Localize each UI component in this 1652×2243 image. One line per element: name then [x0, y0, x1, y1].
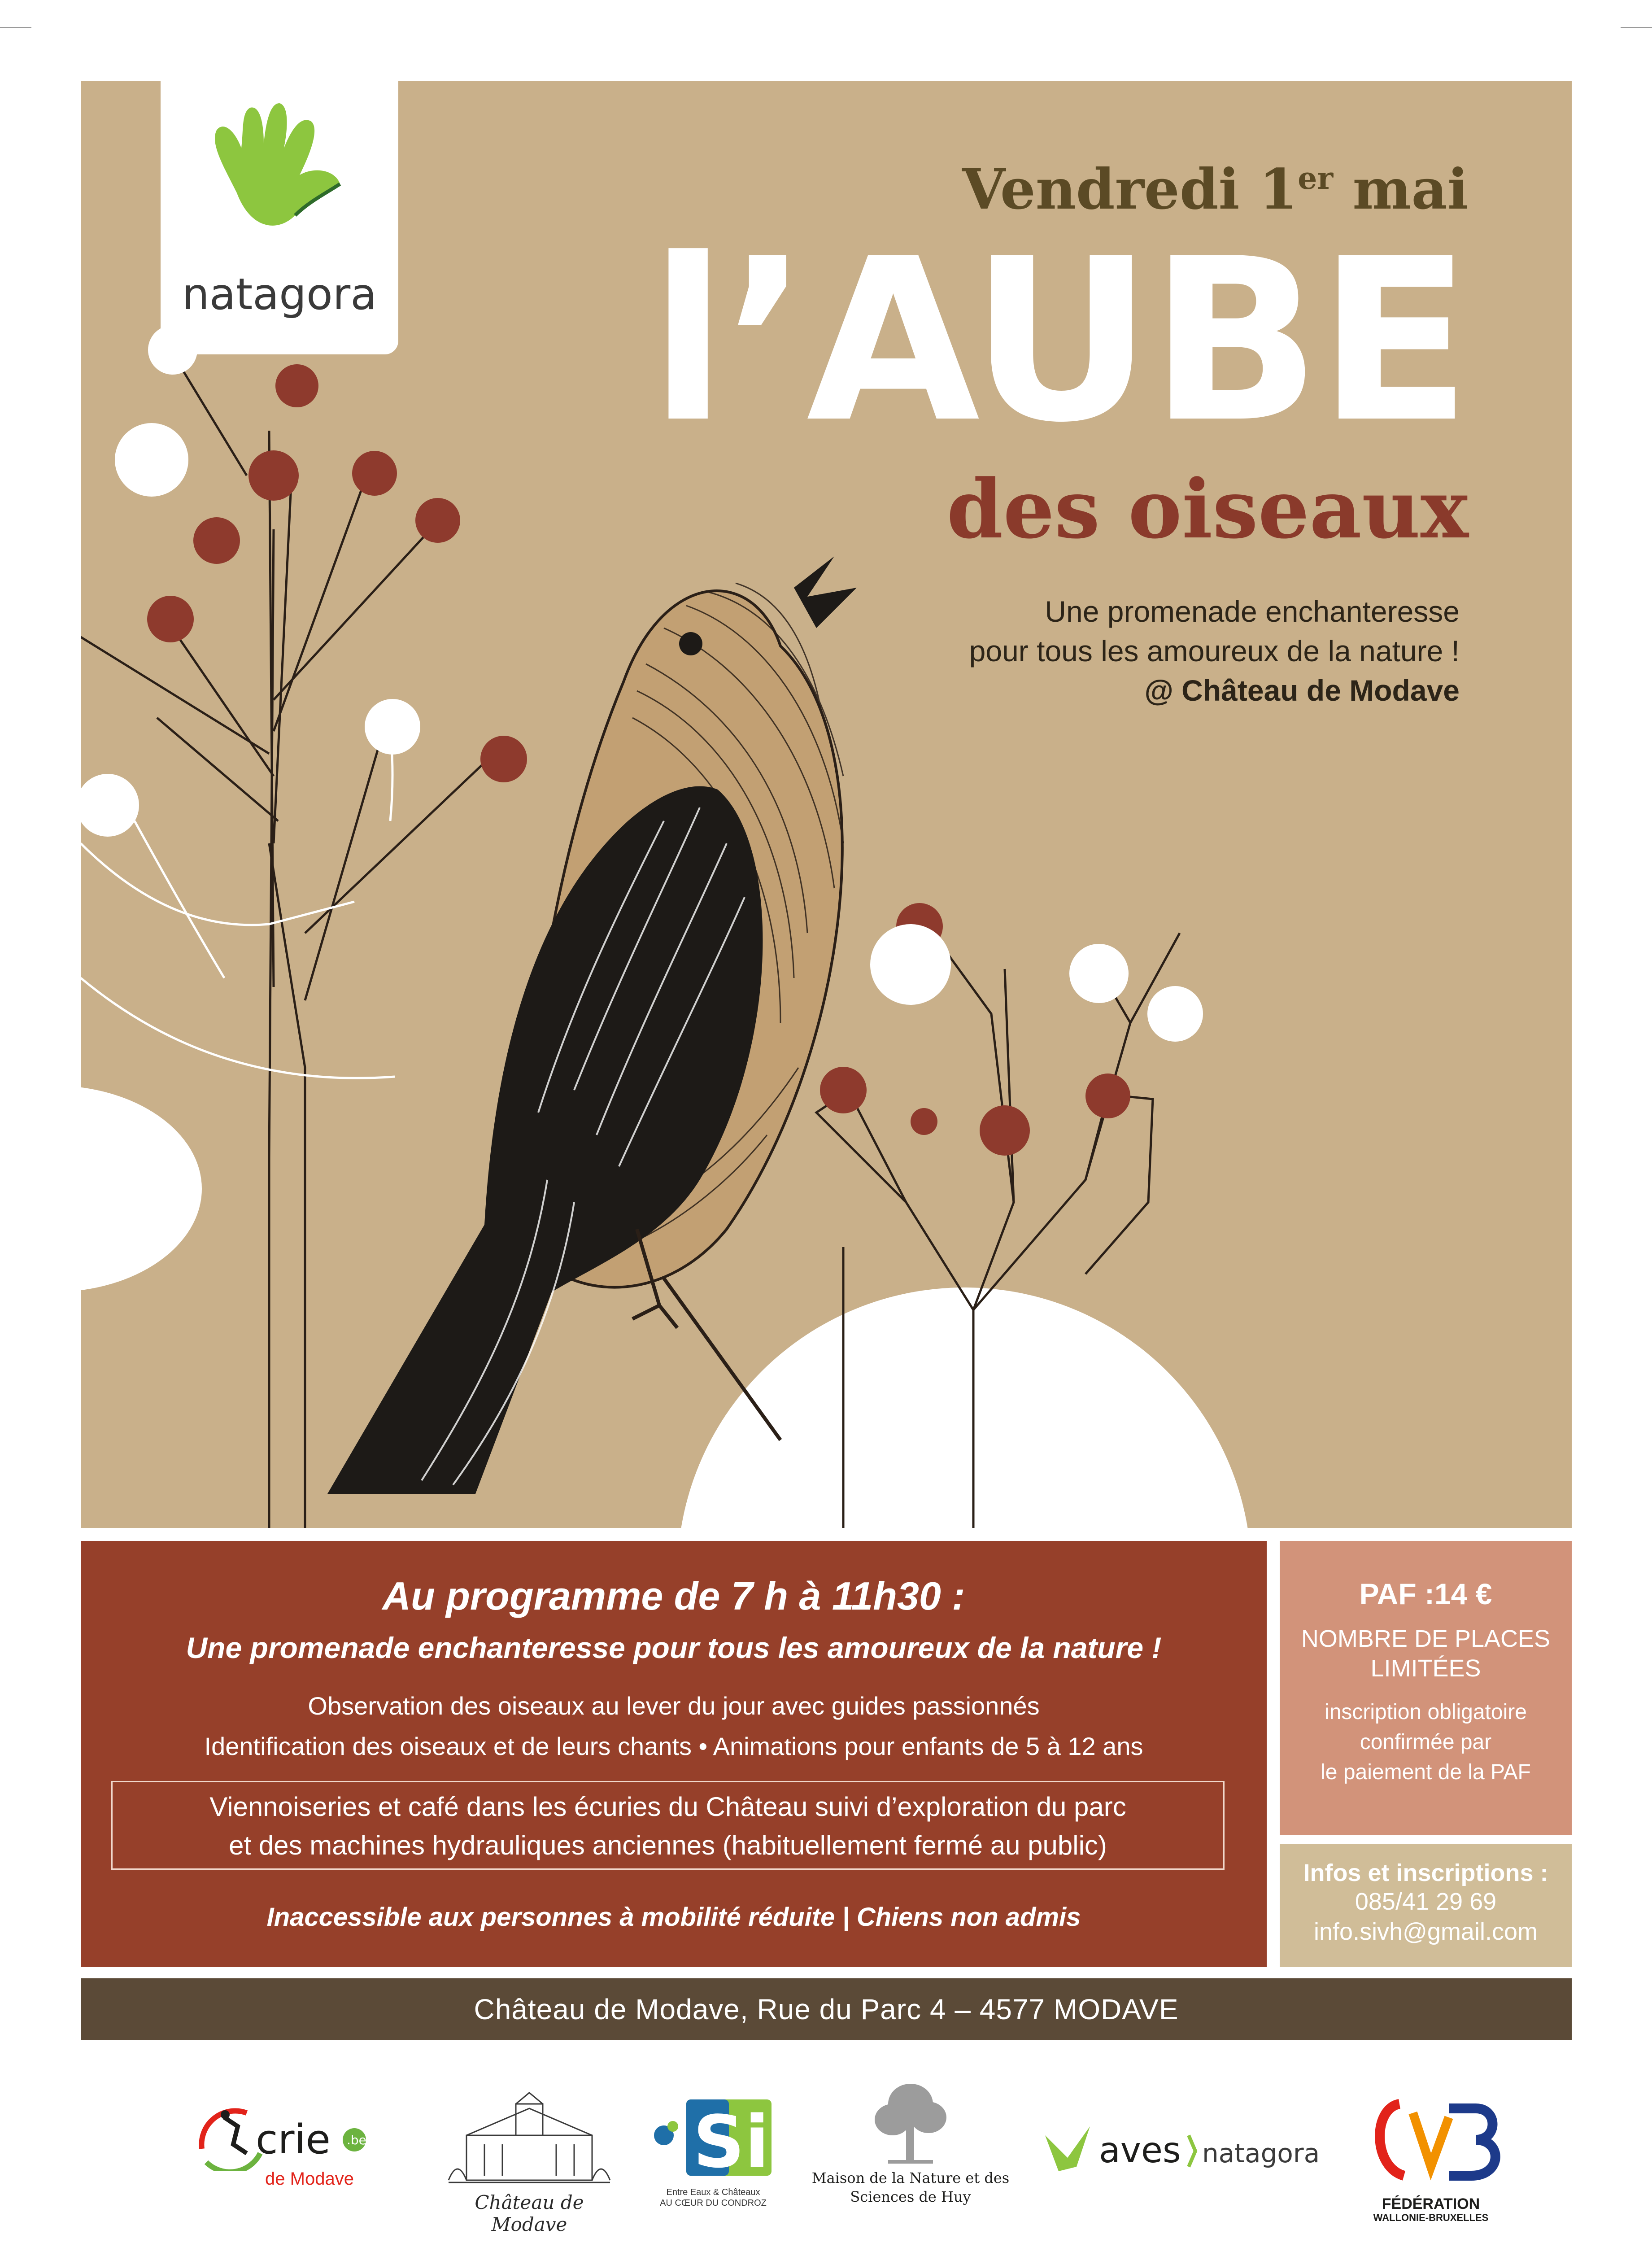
crie-place: de Modave [265, 2169, 354, 2189]
program-highlight-box [111, 1781, 1225, 1870]
program-subheading: Une promenade enchanteresse pour tous les amoureux de la nature ! [186, 1631, 1162, 1664]
price-panel [1280, 1541, 1572, 1835]
event-location: @ Château de Modave [1144, 673, 1460, 707]
program-line: Identification des oiseaux et de leurs chants • Animations pour enfants de 5 à 12 ans [204, 1732, 1143, 1760]
svg-text:.be: .be [347, 2133, 366, 2147]
tree-icon [798, 2077, 1023, 2167]
crop-mark [0, 27, 31, 28]
contact-panel [1280, 1844, 1572, 1967]
castle-icon [440, 2090, 619, 2189]
aves-icon [1041, 2117, 1319, 2185]
address-bar: Château de Modave, Rue du Parc 4 – 4577 MODAVE [81, 1978, 1572, 2040]
event-subtitle: des oiseaux [946, 462, 1469, 557]
program-heading: Au programme de 7 h à 11h30 : [382, 1574, 965, 1618]
crie-logo[interactable] [193, 2099, 381, 2203]
tagline: Une promenade enchanteresse pour tous les amoureux de la nature ! @ Château de Modave [969, 592, 1460, 710]
maison-name: Maison de la Nature et des Sciences de Huy [811, 2169, 1010, 2205]
svg-text:crie: crie [256, 2116, 331, 2163]
white-blob [81, 1086, 202, 1292]
si-logo[interactable] [646, 2095, 780, 2212]
svg-text:Si: Si [693, 2100, 770, 2184]
crie-icon [193, 2099, 381, 2171]
crop-mark [1621, 27, 1652, 28]
sun-circle [677, 1287, 1251, 1528]
fwb-icon [1346, 2090, 1516, 2194]
fwb-logo[interactable] [1346, 2090, 1516, 2239]
event-title: l’AUBE [649, 210, 1469, 471]
aves-natagora-logo[interactable] [1041, 2117, 1319, 2185]
program-line: Observation des oiseaux au lever du jour avec guides passionnés [308, 1692, 1040, 1720]
highlight-line: et des machines hydrauliques anciennes (habituellement fermé au public) [229, 1830, 1107, 1860]
fwb-name: FÉDÉRATION WALLONIE-BRUXELLES [1373, 2195, 1489, 2224]
chateau-logo[interactable] [440, 2090, 619, 2235]
si-icon [646, 2095, 780, 2185]
accessibility-note: Inaccessible aux personnes à mobilité réduite | Chiens non admis [266, 1903, 1081, 1932]
contact-title: Infos et inscriptions : [1303, 1859, 1548, 1886]
highlight-line: Viennoiseries et café dans les écuries du Château suivi d’exploration du parc [209, 1792, 1126, 1822]
bird [327, 556, 857, 1494]
program-panel [81, 1541, 1267, 1967]
maison-nature-logo[interactable] [798, 2077, 1023, 2234]
si-caption: Entre Eaux & Châteaux AU CŒUR DU CONDROZ [660, 2187, 767, 2208]
event-date: Vendredi 1er mai [962, 157, 1469, 222]
price: PAF :14 € [1359, 1577, 1492, 1610]
svg-text:aves: aves [1099, 2130, 1181, 2171]
brand-name: natagora [182, 269, 377, 319]
places-note: NOMBRE DE PLACES LIMITÉES [1301, 1625, 1551, 1682]
hero-illustration [81, 81, 1572, 1528]
chateau-name: Château de Modave [475, 2191, 584, 2235]
svg-text:natagora: natagora [1202, 2138, 1319, 2169]
natagora-logo[interactable] [161, 81, 398, 354]
registration-note: inscription obligatoire confirmée par le paiement de la PAF [1321, 1700, 1531, 1785]
hand-icon [161, 81, 398, 265]
contact-phone[interactable]: 085/41 29 69 [1355, 1888, 1497, 1915]
contact-email[interactable]: info.sivh@gmail.com [1314, 1918, 1538, 1945]
white-stems [81, 727, 395, 1078]
